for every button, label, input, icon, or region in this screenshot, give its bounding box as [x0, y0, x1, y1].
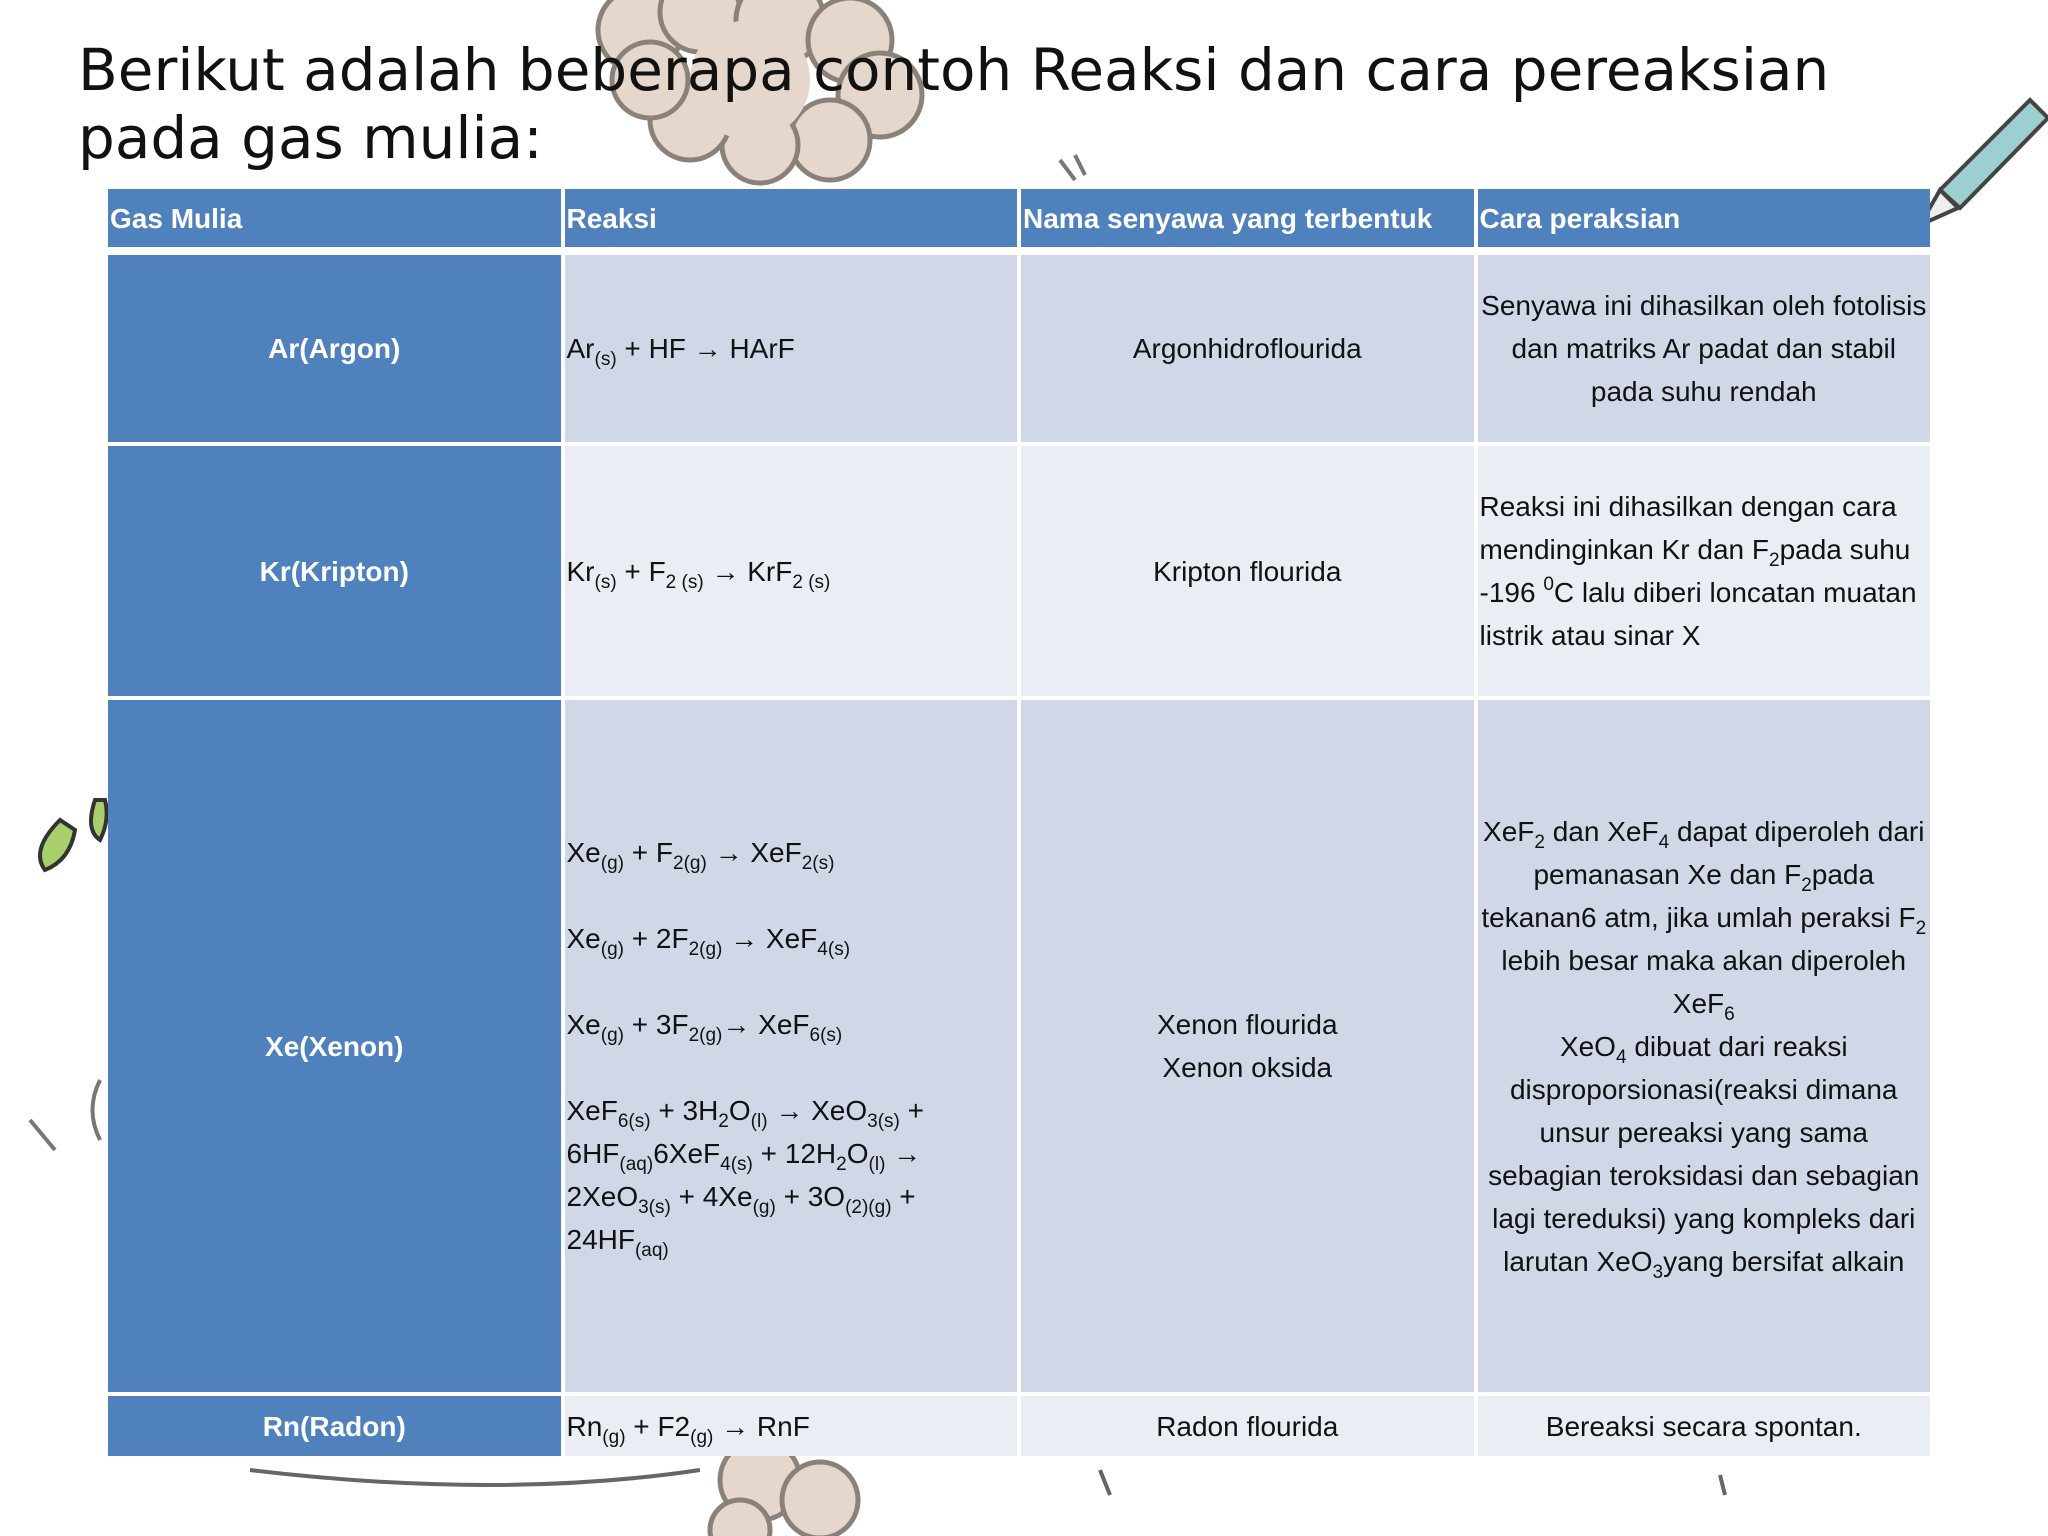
header-nama-senyawa: Nama senyawa yang terbentuk — [1021, 189, 1474, 251]
table-row — [108, 255, 1930, 442]
reaction-equation: $Xe_{(g)} + 2F_{2(g)} \to XeF_{4(s)}$ — [566, 923, 851, 960]
method-cell: XeF$_2$ dan XeF$_4$ dapat diperoleh dari pemanasan Xe dan $F_2pada$ tekanan6 atm, jika umlah peraksi $F_2$ lebih besar maka akan diperoleh XeF$_6$ XeO$_4$ dibuat dari reaksi disproporsionasi(reaksi dimana unsur pereaksi yang sama sebagian teroksidasi dan sebagian lagi tereduksi) yang kompleks dari larutan XeO$_3$yang bersifat alkain — [1478, 700, 1931, 1392]
table-row — [108, 446, 1930, 696]
header-gas-mulia: Gas Mulia — [108, 189, 561, 251]
reaction-cell: $Rn_{(g)} + F2_{(g)}$ → RnF — [565, 1396, 1018, 1456]
method-cell: Bereaksi secara spontan. — [1478, 1396, 1931, 1456]
compound-cell: Argonhidroflourida — [1021, 255, 1474, 442]
gas-name-cell: Ar(Argon) — [108, 255, 561, 442]
leaf-doodle-left — [40, 800, 107, 870]
gas-name-cell: Kr(Kripton) — [108, 446, 561, 696]
reaction-cell: $Kr_{(s)} + F_{2 (s)} \to KrF_{2 (s)}$ — [565, 446, 1018, 696]
reaction-equation: $Xe_{(g)} + 3F_{2(g)}\to XeF_{6(s)}$ — [566, 1009, 843, 1046]
compound-cell: Kripton flourida — [1021, 446, 1474, 696]
method-cell: Reaksi ini dihasilkan dengan cara mendinginkan Kr dan $F_2pada$ suhu -196 $^0$C lalu diberi loncatan muatan listrik atau sinar X — [1478, 446, 1931, 696]
noble-gas-reactions-table — [104, 185, 1934, 1460]
reaction-cell — [565, 700, 1018, 1392]
reaction-equation: $Xe_{(g)} + F_{2(g)} \to XeF_{2(s)}$ — [566, 837, 835, 874]
reaction-cell: $Ar_{(s)}$ + HF → HArF — [565, 255, 1018, 442]
compound-cell: Radon flourida — [1021, 1396, 1474, 1456]
table-header-row — [108, 189, 1930, 251]
header-cara-peraksian: Cara peraksian — [1478, 189, 1931, 251]
gas-name-cell: Rn(Radon) — [108, 1396, 561, 1456]
table-row — [108, 700, 1930, 1392]
method-cell: Senyawa ini dihasilkan oleh fotolisis dan matriks Ar padat dan stabil pada suhu rendah — [1478, 255, 1931, 442]
reaction-equation: $XeF_{6(s)} + 3H_2O_{(l)} \to XeO_{3(s)} + 6HF_{(aq)}6XeF_{4(s)} + 12H_2O_{(l)} \to 2XeO_{3(s)} + 4Xe_{(g)} + 3O_{(2)(g)} + 24HF_{(aq)}$ — [566, 1095, 925, 1261]
page-title: Berikut adalah beberapa contoh Reaksi dan cara pereaksian pada gas mulia: — [78, 36, 1830, 172]
ground-line — [250, 1470, 1725, 1495]
header-reaksi: Reaksi — [565, 189, 1018, 251]
compound-cell: Xenon flourida Xenon oksida — [1021, 700, 1474, 1392]
table-row — [108, 1396, 1930, 1456]
gas-name-cell: Xe(Xenon) — [108, 700, 561, 1392]
